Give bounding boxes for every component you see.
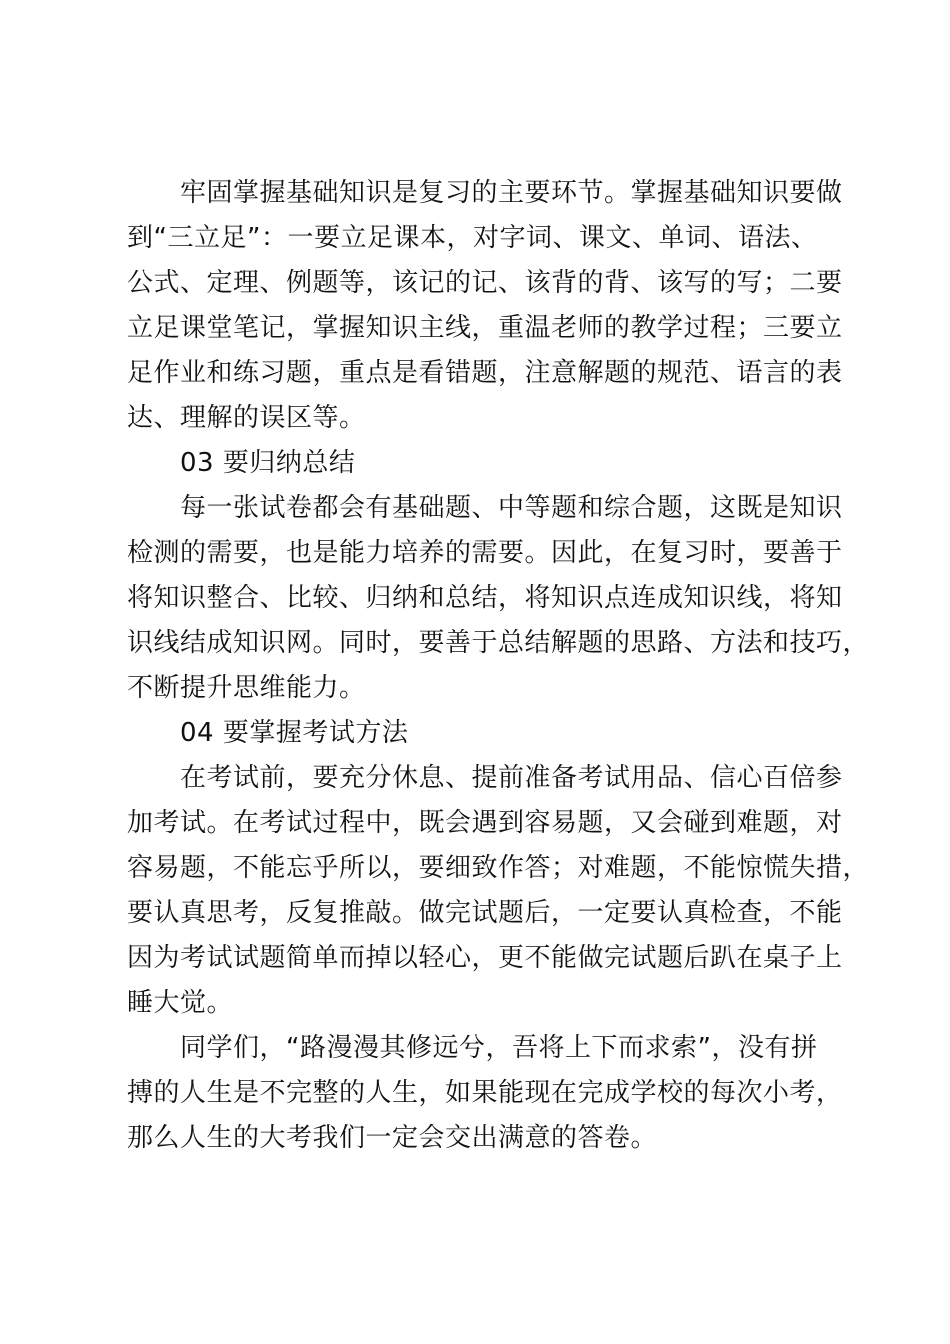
- paragraph-line: 公式、定理、例题等，该记的记、该背的背、该写的写；二要: [127, 268, 843, 298]
- paragraph-line: 因为考试试题简单而掉以轻心，更不能做完试题后趴在桌子上: [127, 943, 843, 973]
- paragraph-line: 在考试前，要充分休息、提前准备考试用品、信心百倍参: [180, 763, 843, 793]
- paragraph-line: 识线结成知识网。同时，要善于总结解题的思路、方法和技巧，: [127, 628, 870, 658]
- paragraph-line: 不断提升思维能力。: [127, 673, 366, 703]
- paragraph-line: 每一张试卷都会有基础题、中等题和综合题，这既是知识: [180, 493, 843, 523]
- paragraph-line: 睡大觉。: [127, 988, 234, 1018]
- paragraph-line: 搏的人生是不完整的人生，如果能现在完成学校的每次小考，: [127, 1078, 843, 1108]
- paragraph-line: 容易题，不能忘乎所以，要细致作答；对难题，不能惊慌失措，: [127, 853, 870, 883]
- section-heading: 04 要掌握考试方法: [180, 718, 409, 748]
- paragraph-line: 加考试。在考试过程中，既会遇到容易题，又会碰到难题，对: [127, 808, 843, 838]
- paragraph-line: 同学们，“路漫漫其修远兮，吾将上下而求索”，没有拼: [180, 1033, 818, 1063]
- paragraph-line: 达、理解的误区等。: [127, 403, 366, 433]
- paragraph-line: 立足课堂笔记，掌握知识主线，重温老师的教学过程；三要立: [127, 313, 843, 343]
- paragraph-line: 将知识整合、比较、归纳和总结，将知识点连成知识线，将知: [127, 583, 843, 613]
- paragraph-line: 牢固掌握基础知识是复习的主要环节。掌握基础知识要做: [180, 178, 843, 208]
- section-heading: 03 要归纳总结: [180, 448, 356, 478]
- paragraph-line: 足作业和练习题，重点是看错题，注意解题的规范、语言的表: [127, 358, 843, 388]
- paragraph-line: 那么人生的大考我们一定会交出满意的答卷。: [127, 1123, 658, 1153]
- paragraph-line: 检测的需要，也是能力培养的需要。因此，在复习时，要善于: [127, 538, 843, 568]
- paragraph-line: 要认真思考，反复推敲。做完试题后，一定要认真检查，不能: [127, 898, 843, 928]
- paragraph-line: 到“三立足”：一要立足课本，对字词、课文、单词、语法、: [127, 223, 818, 253]
